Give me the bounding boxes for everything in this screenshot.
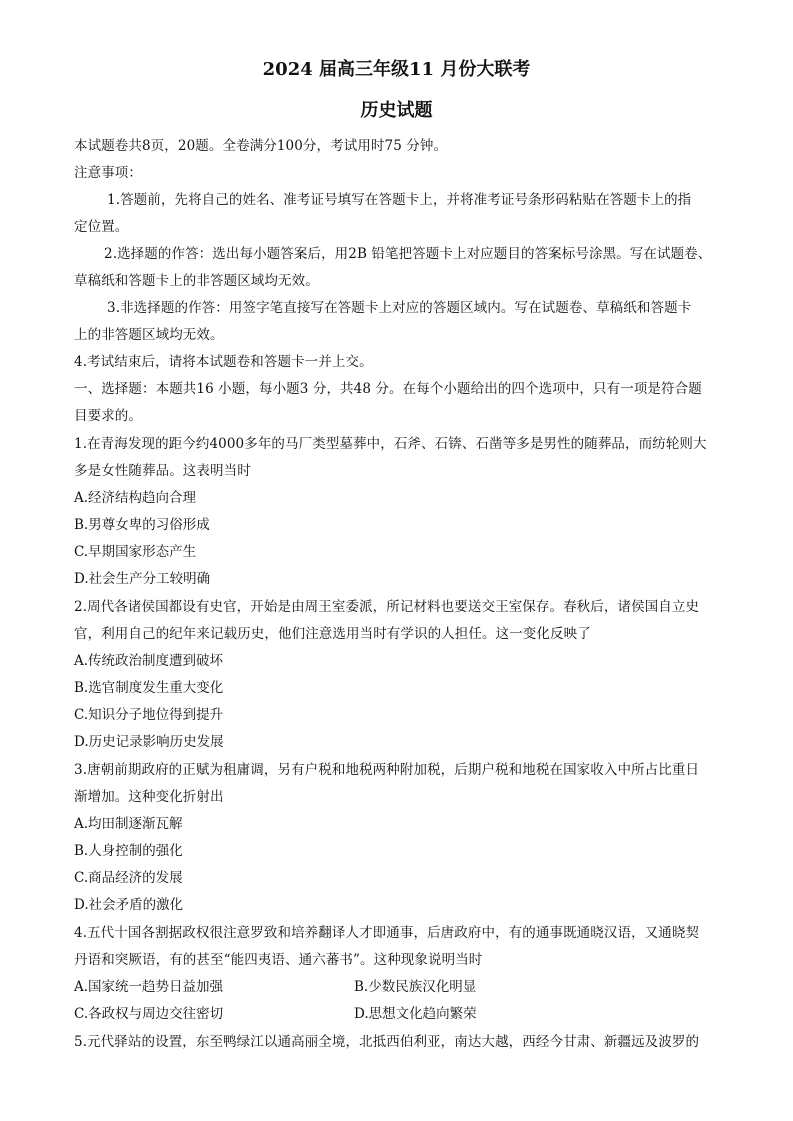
question-4-option-c: C.各政权与周边交往密切 <box>74 1006 224 1022</box>
question-2-option-a: A.传统政治制度遭到破坏 <box>74 653 224 669</box>
question-2-stem-line-1: 2.周代各诸侯国都设有史官，开始是由周王室委派，所记材料也要送交王室保存。春秋后，诸侯国自立史 <box>74 599 700 615</box>
page-subtitle: 历史试题 <box>360 100 433 121</box>
question-2-stem-line-2: 官，利用自己的纪年来记载历史，他们注意选用当时有学识的人担任。这一变化反映了 <box>74 626 591 642</box>
question-3-option-d: D.社会矛盾的激化 <box>74 897 184 913</box>
question-3-stem-line-2: 渐增加。这种变化折射出 <box>74 789 224 805</box>
exam-summary: 本试题卷共8页，20题。全卷满分100分，考试用时75 分钟。 <box>74 138 448 154</box>
question-4-stem-line-1: 4.五代十国各割据政权很注意罗致和培养翻译人才即通事，后唐政府中，有的通事既通晓汉语，又通晓契 <box>74 925 700 941</box>
question-5-stem-line-1: 5.元代驿站的设置，东至鸭绿江以通高丽全境，北抵西伯利亚，南达大越，西经今甘肃、新疆远及波罗的 <box>74 1034 700 1050</box>
note-1-line-1: 1.答题前，先将自己的姓名、准考证号填写在答题卡上，并将准考证号条形码粘贴在答题卡上的指 <box>107 192 692 208</box>
notice-heading: 注意事项： <box>74 165 142 181</box>
question-1-stem-line-2: 多是女性随葬品。这表明当时 <box>74 463 251 479</box>
section-heading-line-1: 一、选择题：本题共16 小题，每小题3 分，共48 分。在每个小题给出的四个选项中，只有一项是符合题 <box>74 381 702 397</box>
question-1-stem-line-1: 1.在青海发现的距今约4000多年的马厂类型墓葬中，石斧、石锛、石凿等多是男性的随葬品，而纺轮则大 <box>74 436 707 452</box>
question-4-option-b: B.少数民族汉化明显 <box>354 979 477 995</box>
page-title: 2024 届高三年级11 月份大联考 <box>262 59 531 80</box>
question-3-option-c: C.商品经济的发展 <box>74 870 183 886</box>
note-2-line-1: 2.选择题的作答：选出每小题答案后，用2B 铅笔把答题卡上对应题目的答案标号涂黑。写在试题卷、 <box>104 246 712 262</box>
question-1-option-a: A.经济结构趋向合理 <box>74 490 197 506</box>
note-1-line-2: 定位置。 <box>74 219 129 235</box>
question-2-option-b: B.选官制度发生重大变化 <box>74 680 224 696</box>
question-4-option-a: A.国家统一趋势日益加强 <box>74 979 224 995</box>
note-3-line-1: 3.非选择题的作答：用签字笔直接写在答题卡上对应的答题区域内。写在试题卷、草稿纸和答题卡 <box>107 300 692 316</box>
question-4-option-d: D.思想文化趋向繁荣 <box>354 1006 477 1022</box>
question-1-option-b: B.男尊女卑的习俗形成 <box>74 517 210 533</box>
question-3-option-a: A.均田制逐渐瓦解 <box>74 816 183 832</box>
question-3-stem-line-1: 3.唐朝前期政府的正赋为租庸调，另有户税和地税两种附加税，后期户税和地税在国家收入中所占比重日 <box>74 762 700 778</box>
question-4-stem-line-2: 丹语和突厥语，有的甚至“能四夷语、通六蕃书”。这种现象说明当时 <box>74 952 483 968</box>
question-3-option-b: B.人身控制的强化 <box>74 843 183 859</box>
question-1-option-d: D.社会生产分工较明确 <box>74 571 211 587</box>
question-1-option-c: C.早期国家形态产生 <box>74 544 197 560</box>
note-4: 4.考试结束后，请将本试题卷和答题卡一并上交。 <box>74 354 373 370</box>
note-3-line-2: 上的非答题区域均无效。 <box>74 327 224 343</box>
note-2-line-2: 草稿纸和答题卡上的非答题区域均无效。 <box>74 273 319 289</box>
section-heading-line-2: 目要求的。 <box>74 408 142 424</box>
question-2-option-d: D.历史记录影响历史发展 <box>74 734 224 750</box>
question-2-option-c: C.知识分子地位得到提升 <box>74 707 224 723</box>
